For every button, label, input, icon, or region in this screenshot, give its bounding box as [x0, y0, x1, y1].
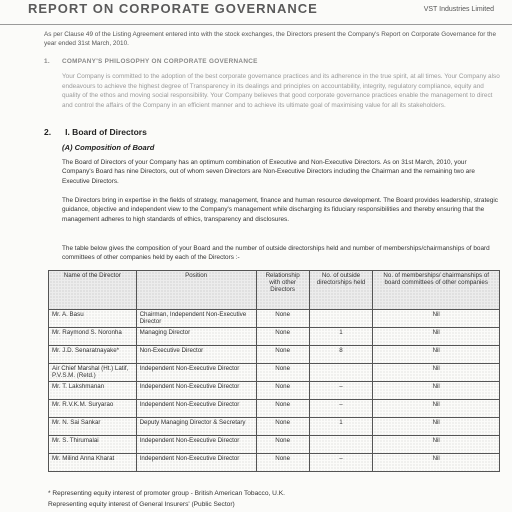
director-directorships	[309, 364, 373, 382]
director-name: Mr. J.D. Senaratnayake*	[49, 346, 137, 364]
directors-table	[48, 270, 500, 472]
director-memberships: Nil	[373, 436, 500, 454]
director-directorships: 8	[309, 346, 373, 364]
table-row	[49, 364, 500, 382]
header-name: Name of the Director	[49, 271, 137, 310]
table-row	[49, 454, 500, 472]
table-row	[49, 436, 500, 454]
director-directorships: 1	[309, 418, 373, 436]
header-memberships: No. of memberships/ chairmanships of board committees of other companies	[373, 271, 500, 310]
director-position: Non-Executive Director	[136, 346, 256, 364]
director-relationship: None	[256, 382, 309, 400]
table-row	[49, 382, 500, 400]
table-row	[49, 400, 500, 418]
footnote-promoter: * Representing equity interest of promoter group - British American Tobacco, U.K.	[48, 490, 286, 497]
table-header-row	[49, 271, 500, 310]
section-1-title: COMPANY'S PHILOSOPHY ON CORPORATE GOVERNANCE	[61, 58, 258, 65]
director-position: Managing Director	[136, 328, 256, 346]
director-name: Mr. A. Basu	[49, 310, 137, 328]
header-relationship: Relationship with other Directors	[256, 271, 309, 310]
director-directorships	[309, 310, 373, 328]
director-name: Mr. Raymond S. Noronha	[49, 328, 137, 346]
director-relationship: None	[256, 400, 309, 418]
company-name: VST Industries Limited	[423, 6, 494, 13]
director-name: Mr. N. Sai Sankar	[49, 418, 137, 436]
report-title: REPORT ON CORPORATE GOVERNANCE	[28, 1, 318, 16]
intro-paragraph: As per Clause 49 of the Listing Agreement entered into with the stock exchanges, the Directors present the Company's Report on Corporate Governance for the year ended 31st March, 2010.	[44, 31, 497, 47]
table-row	[49, 418, 500, 436]
director-position: Deputy Managing Director & Secretary	[136, 418, 256, 436]
director-relationship: None	[256, 346, 309, 364]
director-memberships: Nil	[373, 310, 500, 328]
director-directorships: –	[309, 400, 373, 418]
director-name: Air Chief Marshal (Ht.) Latif, P.V.S.M. (Retd.)	[49, 364, 137, 382]
header-directorships: No. of outside directorships held	[309, 271, 373, 310]
director-memberships: Nil	[373, 454, 500, 472]
director-directorships: 1	[309, 328, 373, 346]
title-bar	[0, 0, 512, 25]
director-memberships: Nil	[373, 418, 500, 436]
board-paragraph-2: The Directors bring in expertise in the fields of strategy, management, finance and human resource development. The Board provides leadership, strategic guidance, objective and independent view to the Company's management while discharging its fiduciary responsibilities and thereby ensuring that the management adheres to high standards of ethics, transparency and disclosures.	[62, 197, 498, 223]
board-heading: I. Board of Directors	[65, 127, 147, 137]
director-memberships: Nil	[373, 400, 500, 418]
director-name: Mr. Milind Anna Kharat	[49, 454, 137, 472]
director-position: Independent Non-Executive Director	[136, 400, 256, 418]
director-position: Chairman, Independent Non-Executive Director	[136, 310, 256, 328]
footnote-insurers: Representing equity interest of General Insurers' (Public Sector)	[48, 501, 235, 508]
director-memberships: Nil	[373, 382, 500, 400]
director-name: Mr. R.V.K.M. Suryarao	[49, 400, 137, 418]
director-name: Mr. S. Thirumalai	[49, 436, 137, 454]
director-relationship: None	[256, 328, 309, 346]
composition-subheading: (A) Composition of Board	[62, 143, 155, 152]
director-name: Mr. T. Lakshmanan	[49, 382, 137, 400]
director-directorships: –	[309, 382, 373, 400]
section-1-heading	[44, 58, 504, 65]
director-memberships: Nil	[373, 346, 500, 364]
director-relationship: None	[256, 418, 309, 436]
director-memberships: Nil	[373, 328, 500, 346]
director-memberships: Nil	[373, 364, 500, 382]
philosophy-paragraph: Your Company is committed to the adoption of the best corporate governance practices and its adherence in the true spirit, at all times. Your Company also endeavours to achieve the highest degree of Transparency in its dealings and principles on accountability, integrity, regulatory compliance, equity and quality of the ethos and moving social responsibility. Your Company believes that good corporate governance practices enable the management to direct and control the affairs of the Company in an efficient manner and to achieve its ultimate goal of maximising value for all its stakeholders.	[62, 73, 500, 109]
table-row	[49, 346, 500, 364]
director-relationship: None	[256, 436, 309, 454]
director-position: Independent Non-Executive Director	[136, 364, 256, 382]
director-position: Independent Non-Executive Director	[136, 436, 256, 454]
table-row	[49, 328, 500, 346]
section-2-number: 2.	[44, 127, 52, 137]
director-directorships	[309, 436, 373, 454]
board-paragraph-1: The Board of Directors of your Company has an optimum combination of Executive and Non-Executive Directors. As on 31st March, 2010, your Company's Board has nine Directors, out of whom seven Directors are Non-Executive Directors including the Chairman and the remaining two are Executive Directors.	[62, 159, 475, 185]
director-relationship: None	[256, 364, 309, 382]
director-relationship: None	[256, 310, 309, 328]
director-position: Independent Non-Executive Director	[136, 454, 256, 472]
section-1-number: 1.	[44, 58, 50, 65]
director-relationship: None	[256, 454, 309, 472]
header-position: Position	[136, 271, 256, 310]
table-row	[49, 310, 500, 328]
section-2-heading	[44, 127, 147, 137]
director-position: Independent Non-Executive Director	[136, 382, 256, 400]
director-directorships: –	[309, 454, 373, 472]
board-paragraph-3: The table below gives the composition of your Board and the number of outside directorships held and number of memberships/chairmanships of board committees of other companies held by each of the Directors :-	[62, 245, 490, 262]
